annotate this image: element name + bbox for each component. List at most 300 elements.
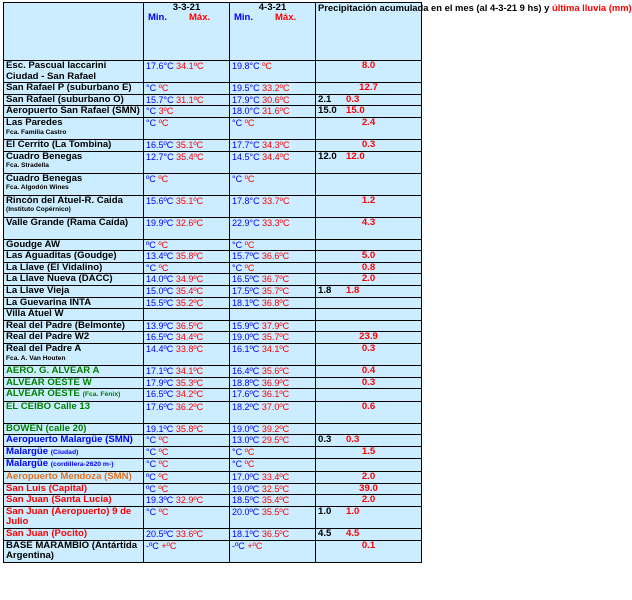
max-temp: 34.4ºC [175,332,204,343]
precip-value: 0.3 [361,342,376,354]
table-row [4,320,422,332]
table-row [4,506,422,528]
precip-cell [316,506,422,528]
min-temp: °C [232,262,243,273]
day1-temp-cell [144,459,230,472]
day1-temp-cell [144,401,230,423]
station-note: (Fca. Fénix) [82,391,121,399]
table-row [4,217,422,239]
station-name: Esc. Pascual Iaccarini Ciudad - San Rafael [6,60,107,82]
precip-cell [316,195,422,217]
day1-temp-cell [144,285,230,297]
station-name: AERO. G. ALVEAR A [6,364,100,376]
max-temp: ºC [158,472,169,483]
min-temp: °C [146,446,157,457]
station-cell [4,389,144,402]
max-temp: 36.5ºC [175,320,204,331]
station-name: Las Aguaditas (Goudge) [6,250,117,262]
day2-temp-cell [230,495,316,507]
station-cell [4,117,144,139]
max-temp: 36.7ºC [261,274,290,285]
precip-cell [316,251,422,263]
station-name: Villa Atuel W [6,308,64,320]
station-name: Real del Padre W2 [6,331,90,343]
max-temp: 33.4ºC [261,472,290,483]
day1-temp-cell [144,139,230,151]
min-temp: 17.9°C [232,94,260,105]
min-temp: °C [146,83,157,94]
day2-temp-cell [230,540,316,562]
precip-cell [316,320,422,332]
station-cell [4,377,144,389]
precip-cell [316,217,422,239]
header-station-cell [4,3,144,61]
max-temp: 36.2ºC [175,401,204,412]
precip-cell [316,459,422,472]
max-temp: ºC [158,446,169,457]
day1-temp-cell [144,472,230,484]
day1-temp-cell [144,529,230,541]
precip-month-total: 2.1 [318,93,332,105]
day1-temp-cell [144,343,230,365]
precip-cell [316,106,422,118]
min-temp: -ºC [146,540,159,551]
max-temp: ºC [158,83,169,94]
precip-value: 0.4 [361,364,376,376]
max-temp: ºC [158,262,169,273]
day1-temp-cell [144,423,230,435]
day2-temp-cell [230,262,316,274]
max-temp: 33.2ºC [262,83,290,94]
station-cell [4,506,144,528]
weather-report [3,2,632,563]
max-temp: ºC [158,117,169,128]
station-note: (cordillera-2620 m-) [50,461,114,469]
station-name: Malargüe [6,445,49,457]
precip-cell [316,151,422,173]
station-name: San Juan (Pocito) [6,528,88,540]
station-name: Aeropuerto San Rafael (SMN) [6,105,140,117]
table-row [4,251,422,263]
max-label: Máx. [275,12,297,23]
day1-temp-cell [144,446,230,459]
min-temp: 20.5ºC [146,529,174,540]
min-temp: 17.1ºC [146,365,174,376]
max-temp: 35.4ºC [261,495,290,506]
station-name: La Llave (El Vidalino) [6,261,103,273]
max-temp: ºC [158,435,169,446]
max-temp: 35.3ºC [175,377,204,388]
precip-title-text: Precipitación acumulada en el mes (al 4-3-21 9 hs) y [318,2,550,13]
precip-cell [316,83,422,95]
max-temp: +ºC [247,540,263,551]
min-temp: 17.6°C [146,61,174,71]
precip-cell [316,309,422,321]
station-cell [4,423,144,435]
max-temp: 35.7ºC [261,332,290,343]
table-row [4,446,422,459]
min-temp: 19.1ºC [146,423,174,434]
precip-value: 0.1 [361,539,376,551]
precip-month-total: 4.5 [318,528,332,540]
precip-month-total: 1.8 [318,284,332,296]
station-cell [4,483,144,495]
table-row [4,285,422,297]
day1-temp-cell [144,365,230,377]
max-temp: 35.4ºC [175,285,204,296]
min-temp: 17.6ºC [232,389,260,400]
min-temp: 14.0ºC [146,274,174,285]
precip-cell [316,173,422,195]
min-temp: 16.5ºC [232,274,260,285]
precip-value: 2.0 [361,471,376,483]
station-subtitle: Fca. Stradella [6,162,49,170]
precip-value: 0.6 [361,400,376,412]
min-temp: °C [146,117,157,128]
station-name: ALVEAR OESTE W [6,376,92,388]
station-cell [4,274,144,286]
precip-month-total: 1.0 [318,505,332,517]
max-temp: ºC [244,117,255,128]
precip-cell [316,343,422,365]
table-row [4,262,422,274]
day2-temp-cell [230,506,316,528]
min-temp: °C [146,262,157,273]
station-cell [4,459,144,472]
station-name: Rincón del Atuel-R. Caida [6,194,123,206]
day2-temp-cell [230,320,316,332]
station-name: Goudge AW [6,238,61,250]
max-temp: ºC [158,173,169,184]
precip-last-rain: 15.0 [346,105,365,117]
station-subtitle: Fca. A. Van Houten [6,354,66,362]
min-temp: 15.6ºC [146,195,174,206]
max-temp: ºC [244,173,255,184]
day1-temp-cell [144,389,230,402]
precip-value: 0.8 [361,261,376,273]
max-temp: ºC [262,61,272,71]
day2-temp-cell [230,217,316,239]
station-subtitle: (Instituto Copérnico) [6,206,71,214]
precip-cell [316,472,422,484]
station-cell [4,401,144,423]
station-cell [4,365,144,377]
station-cell [4,343,144,365]
station-cell [4,320,144,332]
precip-cell [316,435,422,447]
day2-temp-cell [230,117,316,139]
max-temp: 34.2ºC [175,389,204,400]
min-temp: °C [146,459,157,470]
max-temp: 32.6ºC [175,217,204,228]
day2-temp-cell [230,173,316,195]
table-row [4,459,422,472]
day1-temp-cell [144,94,230,106]
max-temp: 34.1ºC [176,61,204,71]
day1-temp-cell [144,83,230,95]
table-row [4,297,422,309]
table-row [4,239,422,251]
station-cell [4,61,144,83]
day2-temp-cell [230,472,316,484]
min-temp: 17.7°C [232,139,260,150]
table-row [4,401,422,423]
day1-temp-cell [144,239,230,251]
day2-temp-cell [230,435,316,447]
day1-temp-cell [144,151,230,173]
table-row [4,151,422,173]
day2-temp-cell [230,483,316,495]
min-temp: ºC [146,173,156,184]
min-temp: 18.8ºC [232,377,260,388]
min-temp: 15.7ºC [232,251,260,262]
precip-cell [316,529,422,541]
max-temp: 35.8ºC [175,251,204,262]
min-temp: 15.0ºC [146,285,174,296]
max-temp: 35.1ºC [175,139,204,150]
precip-cell [316,297,422,309]
min-temp: ºC [146,483,156,494]
min-temp: °C [232,459,243,470]
day2-temp-cell [230,389,316,402]
station-cell [4,332,144,344]
header-date1-minmax [146,13,227,23]
day2-temp-cell [230,365,316,377]
max-temp: 34.4ºC [262,151,290,162]
min-temp: °C [146,106,157,117]
station-name: EL CEIBO Calle 13 [6,400,91,412]
table-row [4,540,422,562]
station-name: La Guevarina INTA [6,296,92,308]
day1-temp-cell [144,320,230,332]
precip-value: 0.3 [361,138,376,150]
max-temp: 35.7ºC [261,285,290,296]
station-name: Real del Padre (Belmonte) [6,319,125,331]
max-temp: 32.9ºC [175,495,204,506]
max-temp: 31.1ºC [176,94,204,105]
max-temp: 33.7ºC [262,195,290,206]
max-temp: 39.2ºC [261,423,290,434]
max-temp: 36.8ºC [261,297,290,308]
min-temp: 19.8°C [232,61,260,71]
max-temp: ºC [158,459,169,470]
precip-cell [316,117,422,139]
station-name: ALVEAR OESTE [6,388,80,400]
min-temp: 16.5ºC [146,332,174,343]
max-temp: 33.6ºC [175,529,204,540]
station-name: Cuadro Benegas [6,150,83,162]
day2-temp-cell [230,423,316,435]
day1-temp-cell [144,483,230,495]
station-cell [4,529,144,541]
precip-cell [316,377,422,389]
min-temp: ºC [146,472,156,483]
station-cell [4,251,144,263]
weather-table [3,2,632,563]
station-cell [4,540,144,562]
max-temp: 3ºC [158,106,174,117]
min-temp: 17.6ºC [146,401,174,412]
table-row [4,343,422,365]
min-temp: 14.5°C [232,151,260,162]
day2-temp-cell [230,343,316,365]
precip-cell [316,446,422,459]
max-temp: 35.8ºC [175,423,204,434]
station-note: (Ciudad) [50,448,79,456]
weather-table-body [4,2,632,563]
station-name: Malargüe [6,458,49,470]
min-temp: 16.1ºC [232,343,260,354]
header-date1-cell [144,3,230,61]
station-cell [4,106,144,118]
min-temp: °C [232,117,243,128]
min-temp: 18.1ºC [232,529,260,540]
max-temp: 33.3ºC [262,217,290,228]
min-temp: 22.9°C [232,217,260,228]
day1-temp-cell [144,173,230,195]
station-cell [4,173,144,195]
table-row [4,83,422,95]
day2-temp-cell [230,285,316,297]
day1-temp-cell [144,195,230,217]
day2-temp-cell [230,195,316,217]
max-temp: 36.9ºC [261,377,290,388]
max-temp: ºC [158,483,169,494]
table-row [4,483,422,495]
max-temp: ºC [158,506,169,517]
station-cell [4,297,144,309]
min-temp: 19.3ºC [146,495,174,506]
day2-temp-cell [230,529,316,541]
station-name: San Rafael P (suburbano E) [6,82,132,94]
max-temp: 37.9ºC [261,320,290,331]
header-date2-cell [230,3,316,61]
station-cell [4,83,144,95]
table-row [4,529,422,541]
precip-cell [316,274,422,286]
min-temp: 15.5ºC [146,297,174,308]
day1-temp-cell [144,495,230,507]
min-temp: 18.5ºC [232,495,260,506]
station-cell [4,309,144,321]
day1-temp-cell [144,332,230,344]
precip-cell [316,401,422,423]
table-row [4,106,422,118]
table-row [4,117,422,139]
day1-temp-cell [144,309,230,321]
max-temp: 35.6ºC [261,365,290,376]
precip-cell [316,285,422,297]
precip-cell [316,540,422,562]
header-precip-title [316,2,632,61]
station-subtitle: Fca. Familia Castro [6,128,67,136]
station-cell [4,151,144,173]
day2-temp-cell [230,377,316,389]
max-temp: ºC [244,239,255,250]
min-label: Min. [148,12,167,23]
max-temp: ºC [244,446,255,457]
station-name: Valle Grande (Rama Caída) [6,216,129,228]
min-temp: 18.1ºC [232,297,260,308]
table-row [4,195,422,217]
table-row [4,495,422,507]
day1-temp-cell [144,251,230,263]
station-cell [4,139,144,151]
day2-temp-cell [230,151,316,173]
station-name: El Cerrito (La Tombina) [6,138,112,150]
day1-temp-cell [144,217,230,239]
day2-temp-cell [230,94,316,106]
min-temp: 15.7°C [146,94,174,105]
day1-temp-cell [144,540,230,562]
station-name: Aeropuerto Mendoza (SMN) [6,471,132,483]
min-temp: 19.5°C [232,83,260,94]
station-cell [4,472,144,484]
min-temp: 13.0ºC [232,435,260,446]
precip-value: 2.0 [361,273,376,285]
precip-value: 39.0 [359,482,378,494]
max-temp: ºC [244,262,255,273]
precip-value: 2.0 [361,494,376,506]
min-temp: 19.0ºC [232,423,260,434]
precip-last-rain: 0.3 [346,434,360,446]
precip-value: 12.7 [359,82,378,94]
max-temp: 35.4ºC [176,151,204,162]
precip-title-red: última lluvia (mm) [551,2,632,13]
table-row [4,94,422,106]
min-temp: 19.0ºC [232,332,260,343]
station-cell [4,446,144,459]
min-temp: °C [232,239,243,250]
header-date1: 3-3-21 [172,2,201,13]
station-name: San Luis (Capital) [6,482,88,494]
table-row [4,389,422,402]
max-temp: 32.5ºC [261,483,290,494]
station-cell [4,94,144,106]
precip-value: 5.0 [361,250,376,262]
min-temp: °C [232,173,243,184]
min-temp: 20.0ºC [232,506,260,517]
min-temp: 17.5ºC [232,285,260,296]
table-row [4,472,422,484]
max-temp: 34.9ºC [175,274,204,285]
station-name: BASE MARAMBIO (Antártida Argentina) [6,539,138,562]
day2-temp-cell [230,401,316,423]
precip-month-total: 12.0 [318,150,337,162]
max-temp: 31.6ºC [262,106,290,117]
table-row [4,139,422,151]
precip-value: 23.9 [359,331,378,343]
precip-cell [316,483,422,495]
max-temp: ºC [158,239,169,250]
min-temp: 12.7°C [146,151,174,162]
max-temp: 34.1ºC [175,365,204,376]
precip-value: 4.3 [361,216,376,228]
min-temp: °C [146,506,157,517]
station-cell [4,285,144,297]
max-temp: +ºC [161,540,177,551]
station-name: San Juan (Aeropuerto) 9 de Julio [6,505,132,528]
precip-last-rain: 12.0 [346,150,365,162]
min-temp: °C [232,446,243,457]
precip-last-rain: 1.8 [346,284,360,296]
day1-temp-cell [144,61,230,83]
station-cell [4,495,144,507]
min-temp: 18.0°C [232,106,260,117]
day1-temp-cell [144,106,230,118]
precip-cell [316,94,422,106]
day2-temp-cell [230,297,316,309]
